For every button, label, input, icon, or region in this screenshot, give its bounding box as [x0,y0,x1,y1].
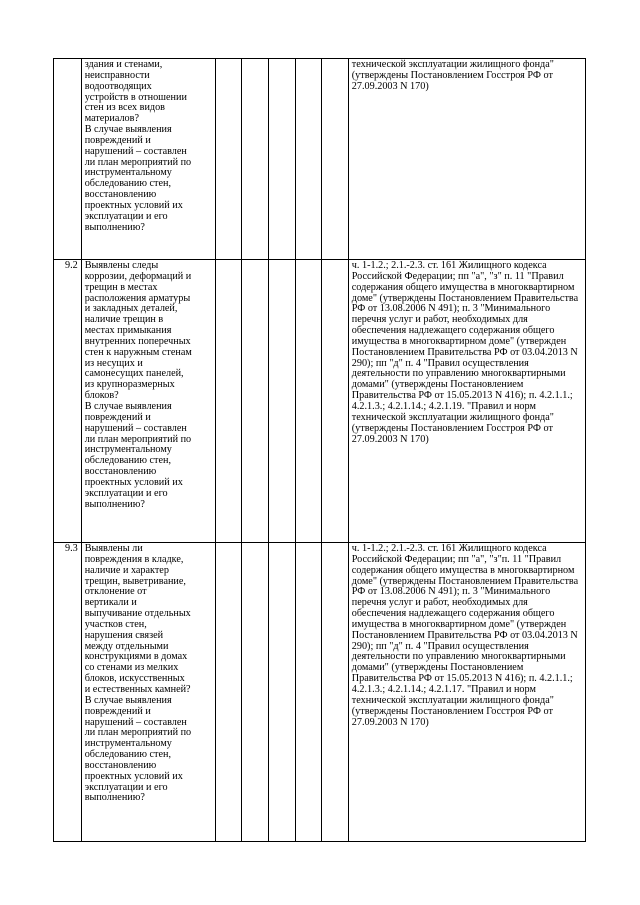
text-line: расположения арматуры [84,292,191,304]
text-line: 4.2.1.3.; 4.2.1.14.; 4.2.1.17. "Правил и норм [351,683,536,695]
answer-na-cell[interactable] [268,260,295,543]
item-number: 9.2 [54,260,82,543]
text-line: восстановлению [84,189,157,201]
text-line: выполнению? [84,221,145,233]
table-row [54,260,586,543]
text-line: конструкциями в домах [84,651,188,663]
text-line: вертикали и [84,597,137,609]
text-line: устройств в отношении [84,91,187,103]
comment-cell[interactable] [322,260,349,543]
answer-extra-cell[interactable] [295,543,322,842]
text-line: между отдельными [84,640,169,652]
answer-no-cell[interactable] [242,59,269,260]
text-line: обследованию стен, [84,455,172,467]
text-line: самонесущих панелей, [84,368,184,380]
text-line: из несущих и [84,357,143,369]
text-line: повреждения в кладке, [84,553,184,565]
text-line: (утверждены Постановлением Госстроя РФ от [351,422,553,434]
reference-cell [348,260,585,543]
text-line: выполнению? [84,792,145,804]
question-cell [81,260,215,543]
text-line: блоков, искусственных [84,673,185,685]
text-line: нарушений – составлен [84,422,187,434]
text-line: нарушений – составлен [84,145,187,157]
text-line: проектных условий их [84,476,183,488]
text-line: перечня услуг и работ, необходимых для [351,314,528,326]
text-line: нарушения связей [84,629,164,641]
table-row [54,59,586,260]
checklist-table [53,58,586,842]
answer-extra-cell[interactable] [295,260,322,543]
text-line: имущества в многоквартирном доме" (утвержден [351,335,567,347]
text-line: здания и стенами, [84,59,163,70]
text-line: отклонение от [84,586,147,598]
text-line: местах примыкания [84,325,172,337]
text-line: из крупноразмерных [84,379,175,391]
reference-cell [348,543,585,842]
question-text [85,60,212,234]
text-line: ч. 1-1.2.; 2.1.-2.3. ст. 161 Жилищного кодекса [351,543,547,554]
text-line: перечня услуг и работ, необходимых для [351,597,528,609]
text-line: инструментальному [84,738,172,750]
text-line: стен из всех видов [84,102,165,114]
text-line: со стенами из мелких [84,662,179,674]
text-line: восстановлению [84,759,157,771]
text-line: и закладных деталей, [84,303,178,315]
text-line: ли план мероприятий по [84,156,192,168]
text-line: и естественных камней? [84,683,191,695]
item-number: 9.3 [54,543,82,842]
text-line: коррозии, деформаций и [84,270,192,282]
text-line: наличие трещин в [84,314,164,326]
text-line: РФ от 13.08.2006 N 491); п. 3 "Минимального [351,303,551,315]
text-line: Постановлением Правительства РФ от 03.04.2013 N [351,629,578,641]
text-line: стен к наружным стенам [84,346,192,358]
answer-na-cell[interactable] [268,543,295,842]
text-line: Правительства РФ от 15.05.2013 N 416); п. 4.2.1.1.; [351,390,573,402]
comment-cell[interactable] [322,59,349,260]
text-line: Правительства РФ от 15.05.2013 N 416); п. 4.2.1.1.; [351,673,573,685]
text-line: технической эксплуатации жилищного фонда" [351,59,554,70]
question-text [85,544,212,804]
text-line: эксплуатации и его [84,210,168,222]
text-line: 290); пп "д" п. 4 "Правил осуществления [351,640,529,652]
reference-text [352,60,582,93]
text-line: Выявлены следы [84,260,159,271]
comment-cell[interactable] [322,543,349,842]
text-line: ли план мероприятий по [84,433,192,445]
answer-no-cell[interactable] [242,543,269,842]
table-row [54,543,586,842]
text-line: Российской Федерации; пп "а", "з" п. 11 "Правил [351,270,564,282]
text-line: Выявлены ли [84,543,143,554]
text-line: имущества в многоквартирном доме" (утвержден [351,618,567,630]
text-line: технической эксплуатации жилищного фонда" [351,694,554,706]
answer-yes-cell[interactable] [215,59,242,260]
text-line: восстановлению [84,466,157,478]
text-line: участков стен, [84,618,147,630]
answer-extra-cell[interactable] [295,59,322,260]
text-line: проектных условий их [84,199,183,211]
text-line: доме" (утверждены Постановлением Правительства [351,575,579,587]
text-line: нарушений – составлен [84,716,187,728]
text-line: 27.09.2003 N 170) [351,80,429,92]
text-line: повреждений и [84,411,151,423]
text-line: технической эксплуатации жилищного фонда" [351,411,554,423]
question-text [85,261,212,510]
text-line: содержания общего имущества в многоквартирном [351,564,575,576]
text-line: деятельности по управлению многоквартирными [351,651,566,663]
text-line: неисправности [84,69,150,81]
text-line: деятельности по управлению многоквартирными [351,368,566,380]
text-line: 27.09.2003 N 170) [351,716,429,728]
item-number [54,59,82,260]
answer-na-cell[interactable] [268,59,295,260]
question-cell [81,543,215,842]
text-line: эксплуатации и его [84,487,168,499]
text-line: выполнению? [84,498,145,510]
text-line: ч. 1-1.2.; 2.1.-2.3. ст. 161 Жилищного кодекса [351,260,547,271]
text-line: эксплуатации и его [84,781,168,793]
text-line: (утверждены Постановлением Госстроя РФ от [351,705,553,717]
text-line: ли план мероприятий по [84,727,192,739]
text-line: В случае выявления [84,400,172,412]
text-line: обеспечения надлежащего содержания общего [351,325,555,337]
text-line: наличие и характер [84,564,169,576]
text-line: обследованию стен, [84,749,172,761]
text-line: (утверждены Постановлением Госстроя РФ от [351,69,553,81]
reference-text [352,261,582,445]
text-line: обеспечения надлежащего содержания общего [351,608,555,620]
text-line: проектных условий их [84,770,183,782]
text-line: доме" (утверждены Постановлением Правительства [351,292,579,304]
text-line: повреждений и [84,705,151,717]
text-line: домами" (утверждены Постановлением [351,379,524,391]
reference-cell [348,59,585,260]
question-cell [81,59,215,260]
text-line: повреждений и [84,134,151,146]
text-line: водоотводящих [84,80,152,92]
answer-yes-cell[interactable] [215,543,242,842]
text-line: 4.2.1.3.; 4.2.1.14.; 4.2.1.19. "Правил и норм [351,400,536,412]
text-line: Постановлением Правительства РФ от 03.04.2013 N [351,346,578,358]
text-line: блоков? [84,390,119,402]
text-line: домами" (утверждены Постановлением [351,662,524,674]
reference-text [352,544,582,728]
text-line: Российской Федерации; пп "а", "з"п. 11 "Правил [351,553,562,565]
answer-yes-cell[interactable] [215,260,242,543]
answer-no-cell[interactable] [242,260,269,543]
text-line: 27.09.2003 N 170) [351,433,429,445]
text-line: содержания общего имущества в многоквартирном [351,281,575,293]
text-line: инструментальному [84,167,172,179]
text-line: трещин в местах [84,281,158,293]
text-line: РФ от 13.08.2006 N 491); п. 3 "Минимального [351,586,551,598]
text-line: внутренних поперечных [84,335,191,347]
text-line: материалов? [84,113,139,125]
text-line: В случае выявления [84,694,172,706]
text-line: 290); пп "д" п. 4 "Правил осуществления [351,357,529,369]
text-line: выпучивание отдельных [84,608,191,620]
text-line: обследованию стен, [84,178,172,190]
text-line: трещин, выветривание, [84,575,186,587]
text-line: В случае выявления [84,124,172,136]
text-line: инструментальному [84,444,172,456]
